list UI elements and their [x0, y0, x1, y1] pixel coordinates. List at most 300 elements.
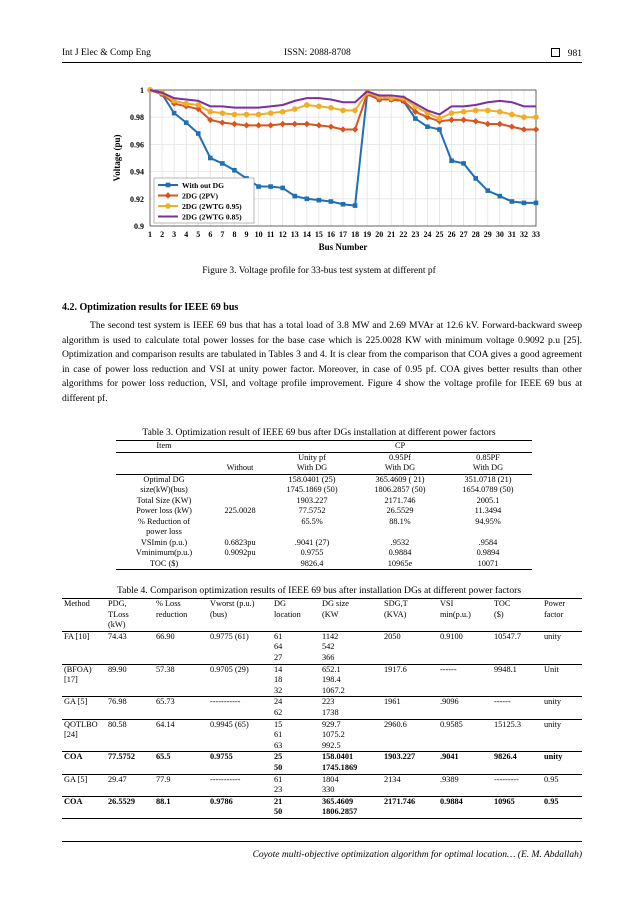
table4-header-cell: [62, 610, 106, 621]
table-cell: [492, 741, 542, 752]
table-cell: [438, 785, 492, 796]
data-point: [256, 184, 261, 189]
x-tick-label: 14: [302, 230, 311, 239]
table-cell: [106, 730, 154, 741]
table-cell: unity: [544, 719, 562, 729]
table-cell: 88.1: [156, 796, 171, 806]
table-cell: [492, 730, 542, 741]
x-tick-label: 23: [411, 230, 420, 239]
table-cell: [542, 785, 582, 796]
table4-header-cell: [154, 620, 208, 631]
table-cell: 2134: [384, 774, 401, 784]
data-point: [461, 161, 466, 166]
table-cell: 0.9092pu: [224, 548, 256, 557]
table-cell: [542, 708, 582, 719]
data-point: [522, 201, 527, 206]
table4-header-cell: (kW): [108, 620, 126, 630]
table4-header-cell: PDG,: [108, 599, 127, 608]
data-point: [437, 116, 443, 122]
table-cell: 10071: [477, 558, 499, 568]
data-point: [485, 108, 491, 114]
table3-header-cell: [212, 452, 268, 463]
table-cell: [62, 763, 106, 774]
table-cell: 1738: [322, 707, 339, 717]
table-cell: 77.5752: [298, 506, 326, 515]
table4-header-cell: factor: [544, 609, 564, 619]
table3-header-cell: With DG: [296, 463, 328, 472]
table-cell: GA [5]: [64, 774, 88, 784]
table-cell: 0.9884: [388, 548, 412, 557]
table4-header-cell: [62, 620, 106, 631]
paragraph-text: The second test system is IEEE 69 bus that has a total load of 3.8 MW and 2.69 MVAr at 12.6 kV. Forward-backward sweep algorithm is used to calculate total power losses for the base case which is 225.0028 KW with minimum voltage 0.9092 p.u [25]. Optimization and comparison results are tabulated in Tables 3 and 4. It is clear from the comparison that COA gives a good agreement in case of power loss reduction and VSI at unity power factor. Moreover, in case of 0.95 pf. COA gives better results than other algorithms for power loss reduction, VSI, and voltage profile improvement. Figure 4 show the voltage profile for IEEE 69 bus at different pf.: [62, 320, 582, 404]
data-point: [521, 114, 527, 120]
x-tick-label: 15: [314, 230, 323, 239]
table-cell: [542, 741, 582, 752]
table-cell: 65.73: [156, 697, 175, 707]
table-cell: [106, 675, 154, 686]
table-cell: [106, 807, 154, 818]
table-cell: 1745.1869: [322, 762, 358, 772]
table-cell: 2960.6: [384, 719, 407, 729]
table-cell: [154, 686, 208, 697]
table-cell: Optimal DG: [143, 474, 185, 484]
checkbox-icon: [551, 48, 560, 57]
table-cell: 10965: [494, 796, 515, 806]
data-point: [244, 112, 250, 118]
data-point: [329, 199, 334, 204]
table-cell: 10965e: [387, 558, 413, 568]
table-cell: 77.5752: [108, 752, 135, 762]
legend-label: 2DG (2WTG 0.95): [182, 202, 242, 211]
table-cell: 158.0401: [322, 752, 354, 762]
table3-header-cell: 0.95Pf: [389, 452, 411, 462]
table-cell: 27: [274, 652, 283, 662]
table-cell: 9948.1: [494, 664, 517, 674]
table4-header-cell: [208, 620, 272, 631]
table-cell: [542, 730, 582, 741]
table-cell: [212, 517, 268, 528]
data-point: [498, 194, 503, 199]
data-point: [509, 112, 515, 118]
table-cell: 15125.3: [494, 719, 521, 729]
x-tick-label: 17: [339, 230, 347, 239]
table4-header-cell: [542, 620, 582, 631]
table-cell: 9826.4: [494, 752, 517, 762]
table-cell: 0.95: [544, 796, 559, 806]
table-cell: [212, 474, 268, 485]
x-tick-label: 16: [326, 230, 335, 239]
table-cell: [154, 675, 208, 686]
table-cell: Total Size (KW): [136, 495, 192, 505]
table-row: [62, 631, 582, 642]
table-cell: 65.5: [156, 752, 171, 762]
table-row: [116, 548, 532, 559]
table4: [62, 598, 582, 819]
table-cell: (BFOA): [64, 664, 92, 674]
table-cell: Unit: [544, 664, 559, 674]
table-cell: [438, 730, 492, 741]
table-cell: .9096: [440, 697, 459, 707]
table-cell: [208, 708, 272, 719]
table-cell: 0.6823pu: [224, 537, 256, 547]
x-tick-label: 32: [519, 230, 528, 239]
x-tick-label: 24: [423, 230, 432, 239]
table4-header-row: [62, 610, 582, 621]
table-cell: 1806.2857 (50): [374, 485, 426, 494]
table-cell: 61: [274, 631, 283, 641]
table-cell: [106, 708, 154, 719]
table-cell: 223: [322, 697, 335, 707]
table-cell: [62, 642, 106, 653]
table4-header-cell: reduction: [156, 609, 188, 619]
table-cell: -----------: [210, 697, 241, 707]
legend-label: 2DG (2WTG 0.85): [182, 212, 242, 222]
journal-name: Int J Elec & Comp Eng: [62, 48, 151, 58]
table-cell: 1075.2: [322, 730, 345, 740]
table3-caption: Table 3. Optimization result of IEEE 69 bus after DGs installation at different power factors: [142, 427, 496, 438]
table-cell: FA [10]: [64, 631, 90, 641]
table-row: [116, 527, 532, 538]
table-cell: 198.4: [322, 675, 341, 685]
x-tick-label: 28: [471, 230, 480, 239]
x-axis-label: Bus Number: [318, 242, 368, 252]
data-point: [497, 109, 503, 115]
table-cell: 0.9755: [210, 752, 233, 762]
table-cell: [208, 730, 272, 741]
table-cell: [154, 653, 208, 664]
table-cell: 80.58: [108, 719, 127, 729]
data-point: [353, 203, 358, 208]
table-row: [62, 730, 582, 741]
issn: ISSN: 2088-8708: [284, 48, 351, 58]
table-cell: unity: [544, 697, 562, 707]
page-number: 981: [567, 49, 582, 59]
table-cell: ---------: [494, 774, 519, 784]
table-cell: 158.0401 (25): [288, 474, 336, 484]
table-cell: ------: [440, 664, 457, 674]
table-cell: 94.95%: [475, 516, 501, 526]
table-cell: 0.9775 (61): [210, 631, 249, 641]
table-cell: [212, 527, 268, 538]
table-cell: power loss: [146, 527, 182, 536]
table-cell: [438, 708, 492, 719]
table-cell: [542, 653, 582, 664]
table-cell: [356, 527, 444, 538]
table-cell: [438, 763, 492, 774]
table-row: [62, 653, 582, 664]
table4-header-cell: [382, 620, 438, 631]
table-cell: 542: [322, 642, 335, 652]
table-cell: 18: [274, 675, 283, 685]
x-tick-label: 13: [290, 230, 299, 239]
table-cell: [542, 686, 582, 697]
x-tick-label: 4: [184, 230, 189, 239]
table-cell: 62: [274, 707, 283, 717]
table-cell: [492, 642, 542, 653]
table4-header-cell: [438, 620, 492, 631]
table-row: [62, 796, 582, 807]
section-title: 4.2. Optimization results for IEEE 69 bus: [62, 302, 239, 313]
table4-header-cell: min(p.u.): [440, 609, 471, 619]
table-row: [116, 538, 532, 549]
y-tick-label: 0.94: [130, 167, 144, 177]
table-cell: 63: [274, 740, 283, 750]
table-cell: [542, 807, 582, 818]
table-cell: [444, 527, 532, 538]
table-cell: -----------: [210, 774, 241, 784]
table4-header-cell: TLoss: [108, 609, 129, 619]
table4-header-cell: (KW: [322, 609, 339, 619]
y-tick-label: 0.98: [130, 113, 144, 123]
table-cell: 10547.7: [494, 631, 521, 641]
table3-header-cp: CP: [394, 441, 406, 450]
data-point: [184, 120, 189, 125]
table3-header-cell: [116, 463, 212, 474]
x-tick-label: 31: [507, 230, 516, 239]
table-cell: [382, 708, 438, 719]
table-cell: .9389: [440, 774, 459, 784]
table4-header-cell: ($): [494, 609, 504, 619]
table-cell: [382, 730, 438, 741]
table-cell: 23: [274, 785, 283, 795]
table3-header-item: Item: [156, 441, 172, 450]
data-point: [328, 105, 334, 111]
x-tick-label: 10: [254, 230, 263, 239]
table-row: [62, 774, 582, 785]
table4-header-cell: location: [274, 609, 301, 619]
table-cell: 29.47: [108, 774, 127, 784]
data-point: [232, 168, 237, 173]
table-cell: [208, 653, 272, 664]
table-cell: [382, 763, 438, 774]
table-cell: [492, 653, 542, 664]
table-cell: 1903.227: [296, 495, 328, 505]
table-cell: [154, 730, 208, 741]
table-cell: Power loss (kW): [136, 506, 192, 515]
legend-label: With out DG: [182, 181, 225, 190]
table-cell: [492, 708, 542, 719]
table-cell: 0.9100: [440, 631, 463, 641]
table-cell: 25: [274, 752, 283, 762]
table4-header-cell: TOC: [494, 599, 511, 608]
table-cell: [212, 496, 268, 507]
table-cell: [382, 807, 438, 818]
chart-legend: [154, 178, 254, 223]
table-cell: 365.4609 ( 21): [375, 474, 425, 484]
table-cell: .9532: [390, 537, 410, 547]
table-cell: 0.9755: [300, 548, 324, 557]
table-cell: [24]: [64, 730, 78, 740]
table-cell: [492, 686, 542, 697]
x-tick-label: 3: [172, 230, 177, 239]
table-cell: [208, 807, 272, 818]
table-cell: 1067.2: [322, 685, 345, 695]
table-cell: [438, 642, 492, 653]
table-cell: ------: [494, 697, 511, 707]
table-cell: unity: [544, 752, 563, 762]
table-cell: [62, 653, 106, 664]
table-cell: [382, 653, 438, 664]
table4-header-cell: (KVA): [384, 609, 407, 619]
table-cell: 992.5: [322, 740, 341, 750]
data-point: [304, 102, 310, 108]
table-row: [62, 785, 582, 796]
table4-header-cell: (bus): [210, 609, 228, 619]
table3-subheader-row: [116, 452, 532, 463]
table-cell: QOTLBO: [64, 719, 98, 729]
table-cell: 1745.1869 (50): [286, 485, 338, 494]
table4-header-row: [62, 620, 582, 631]
table-cell: .9041: [440, 752, 459, 762]
running-footer: Coyote multi-objective optimization algorithm for optimal location… (E. M. Abdallah): [252, 850, 582, 860]
data-point: [220, 110, 226, 116]
table-cell: % Reduction of: [137, 516, 191, 526]
table-cell: [106, 763, 154, 774]
table-cell: [154, 642, 208, 653]
data-point: [534, 201, 539, 206]
table-cell: 2005.1: [476, 495, 500, 505]
data-point: [461, 109, 467, 115]
table-cell: [208, 741, 272, 752]
table4-header-cell: % Loss: [156, 599, 181, 608]
table-cell: [154, 763, 208, 774]
table-cell: unity: [544, 631, 562, 641]
table-cell: 64.14: [156, 719, 175, 729]
data-point: [268, 184, 273, 189]
table-cell: [268, 527, 356, 538]
data-point: [510, 199, 515, 204]
data-point: [485, 188, 490, 193]
table-cell: [62, 807, 106, 818]
table-row: [116, 559, 532, 570]
table3-subheader-row: [116, 463, 532, 474]
x-tick-label: 2: [160, 230, 165, 239]
x-tick-label: 33: [532, 230, 540, 239]
table-cell: [154, 807, 208, 818]
table-row: [62, 807, 582, 818]
table-cell: 1804: [322, 774, 339, 784]
data-point: [413, 116, 418, 121]
y-tick-label: 0.96: [130, 140, 144, 150]
table3-header-cell: With DG: [384, 463, 416, 472]
table-cell: 929.7: [322, 719, 341, 729]
table-cell: [438, 653, 492, 664]
table-cell: 2171.746: [384, 796, 416, 806]
table-cell: 9826.4: [300, 558, 324, 568]
data-point: [172, 111, 177, 116]
table-cell: GA [5]: [64, 697, 88, 707]
table-cell: 1806.2857: [322, 807, 358, 817]
table-cell: Vminimum(p.u.): [135, 548, 193, 557]
x-tick-label: 26: [447, 230, 456, 239]
table-cell: 330: [322, 785, 335, 795]
table-row: [62, 763, 582, 774]
table-cell: 61: [274, 730, 283, 740]
table-cell: [208, 785, 272, 796]
table-cell: 366: [322, 652, 335, 662]
data-point: [340, 108, 346, 114]
table-cell: 15: [274, 719, 283, 729]
table-cell: 21: [274, 796, 283, 806]
table-cell: COA: [64, 752, 83, 762]
table-cell: [208, 686, 272, 697]
table-cell: 65.5%: [301, 516, 323, 526]
table-row: [62, 675, 582, 686]
table-cell: .9041 (27): [294, 537, 330, 547]
table-cell: 2171.746: [384, 495, 416, 505]
table4-header-cell: DG: [274, 599, 286, 608]
table-row: [116, 474, 532, 485]
table-cell: 26.5529: [108, 796, 135, 806]
data-point: [280, 109, 286, 115]
data-point: [533, 114, 539, 120]
page-number-block: [551, 48, 582, 59]
table-cell: [492, 785, 542, 796]
data-point: [256, 112, 262, 118]
table3-header-spacer: [212, 441, 268, 453]
data-point: [196, 131, 201, 136]
table-cell: [106, 785, 154, 796]
table-cell: TOC ($): [149, 558, 179, 568]
table-row: [116, 485, 532, 496]
table-row: [62, 752, 582, 763]
x-tick-label: 5: [196, 230, 201, 239]
table-cell: 0.9585: [440, 719, 463, 729]
table-cell: [382, 741, 438, 752]
table-cell: 14: [274, 664, 283, 674]
table3: [116, 440, 532, 570]
table-cell: [542, 763, 582, 774]
table-row: [62, 708, 582, 719]
data-point: [473, 108, 479, 114]
data-point: [166, 183, 171, 188]
table-cell: [106, 653, 154, 664]
table-cell: [492, 807, 542, 818]
table4-header-cell: [272, 620, 320, 631]
table-cell: 66.90: [156, 631, 175, 641]
x-tick-label: 12: [278, 230, 287, 239]
table-cell: [438, 686, 492, 697]
table-cell: [106, 642, 154, 653]
table-cell: 26.5529: [386, 506, 414, 515]
x-tick-label: 7: [220, 230, 225, 239]
data-point: [473, 176, 478, 181]
table-cell: 57.38: [156, 664, 175, 674]
table-row: [62, 741, 582, 752]
data-point: [183, 101, 189, 107]
table-cell: [542, 675, 582, 686]
table-cell: [208, 763, 272, 774]
table4-header-cell: [320, 620, 382, 631]
table-cell: [62, 785, 106, 796]
x-tick-label: 25: [435, 230, 444, 239]
table-row: [62, 686, 582, 697]
table-cell: [212, 559, 268, 570]
x-tick-label: 29: [483, 230, 492, 239]
table4-header-cell: Vworst (p.u.): [210, 599, 255, 608]
data-point: [208, 156, 213, 161]
data-point: [220, 161, 225, 166]
x-tick-label: 11: [266, 230, 275, 239]
table-cell: 0.95: [544, 774, 559, 784]
table-row: [62, 642, 582, 653]
footer-rule: [62, 841, 582, 842]
table-cell: 351.0718 (21): [464, 474, 512, 484]
table4-header-cell: Power: [544, 599, 566, 608]
table-cell: [382, 642, 438, 653]
x-tick-label: 19: [363, 230, 372, 239]
table3-header-cell: Unity pf: [298, 452, 326, 462]
